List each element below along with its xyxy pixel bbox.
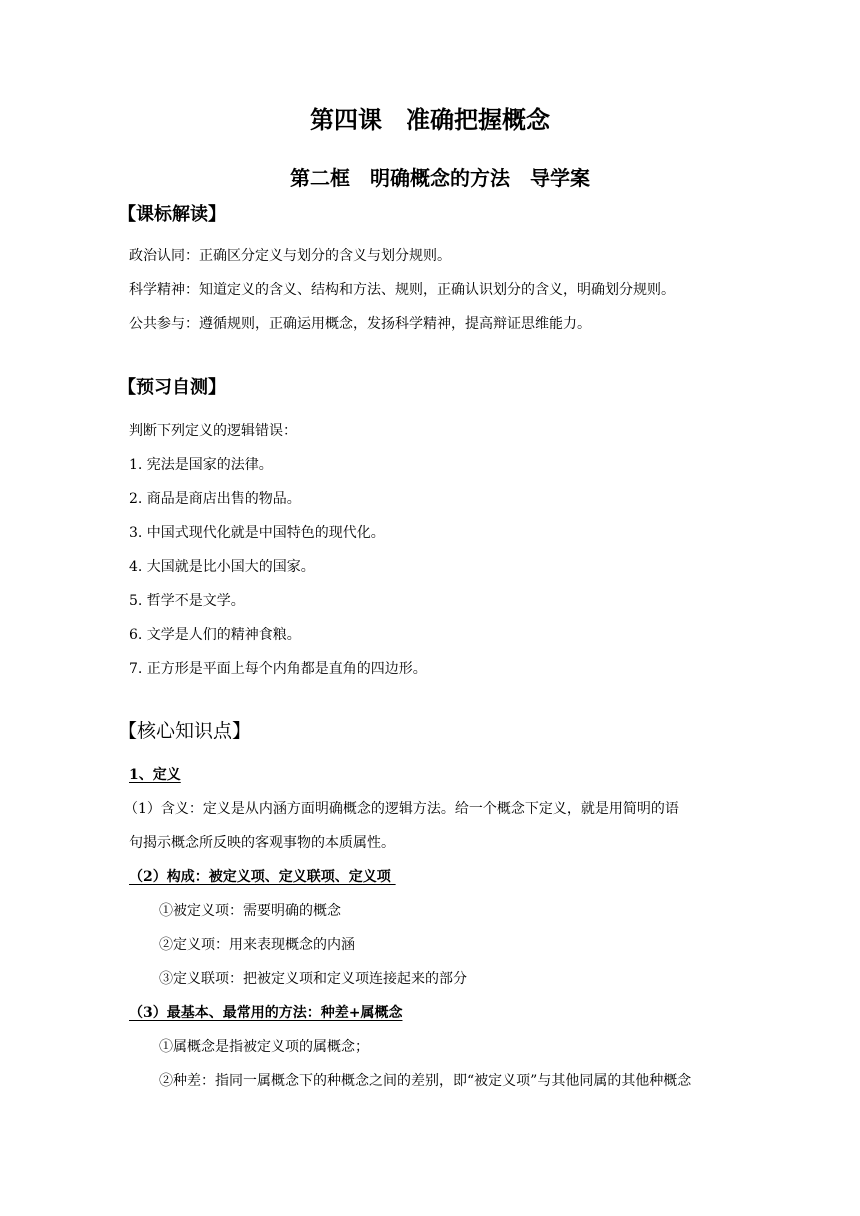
method-item: ②种差：指同一属概念下的种概念之间的差别，即“被定义项”与其他同属的其他种概念 [159, 1073, 692, 1089]
section-heading-preview: 【预习自测】 [118, 377, 226, 398]
section-heading-core: 【核心知识点】 [118, 720, 252, 742]
page-title: 第四课 准确把握概念 [310, 105, 550, 134]
preview-item: 7. 正方形是平面上每个内角都是直角的四边形。 [129, 661, 427, 677]
structure-title: （2）构成：被定义项、定义联项、定义项 [129, 869, 396, 885]
curriculum-line: 公共参与：遵循规则，正确运用概念，发扬科学精神，提高辩证思维能力。 [129, 316, 591, 332]
method-item: ①属概念是指被定义项的属概念； [159, 1039, 369, 1055]
curriculum-line: 科学精神：知道定义的含义、结构和方法、规则，正确认识划分的含义，明确划分规则。 [129, 282, 675, 298]
point-title-definition: 1、定义 [129, 767, 181, 783]
preview-item: 5. 哲学不是文学。 [129, 593, 245, 609]
meaning-line: （1）含义：定义是从内涵方面明确概念的逻辑方法。给一个概念下定义，就是用简明的语 [124, 801, 679, 817]
structure-item: ②定义项：用来表现概念的内涵 [159, 937, 355, 953]
meaning-line: 句揭示概念所反映的客观事物的本质属性。 [129, 835, 395, 851]
preview-item: 2. 商品是商店出售的物品。 [129, 491, 301, 507]
page-subtitle: 第二框 明确概念的方法 导学案 [290, 166, 590, 190]
preview-item: 3. 中国式现代化就是中国特色的现代化。 [129, 525, 385, 541]
curriculum-line: 政治认同：正确区分定义与划分的含义与划分规则。 [129, 248, 451, 264]
section-heading-curriculum: 【课标解读】 [118, 204, 226, 225]
preview-item: 1. 宪法是国家的法律。 [129, 457, 273, 473]
preview-item: 6. 文学是人们的精神食粮。 [129, 627, 301, 643]
structure-item: ①被定义项：需要明确的概念 [159, 903, 341, 919]
structure-item: ③定义联项：把被定义项和定义项连接起来的部分 [159, 971, 467, 987]
method-title: （3）最基本、最常用的方法：种差+属概念 [129, 1005, 403, 1021]
preview-item: 4. 大国就是比小国大的国家。 [129, 559, 315, 575]
preview-intro: 判断下列定义的逻辑错误： [129, 423, 297, 439]
